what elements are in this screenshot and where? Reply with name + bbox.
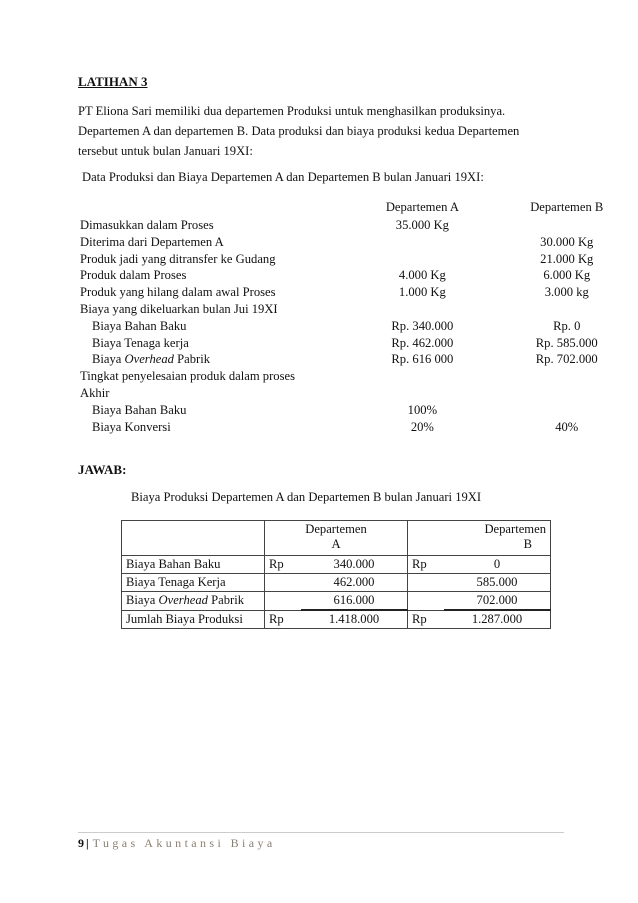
dept-a-value: 35.000 Kg xyxy=(395,218,449,232)
dept-b-value: Rp. 702.000 xyxy=(535,352,598,367)
dept-a-value xyxy=(349,301,495,318)
intro-line: Departemen A dan departemen B. Data produksi dan biaya produksi kedua Departemen xyxy=(78,124,520,138)
page-footer xyxy=(78,836,276,851)
currency-label xyxy=(408,592,445,611)
footer-separator: | xyxy=(86,836,89,850)
currency-label xyxy=(265,592,302,611)
table-row xyxy=(80,351,638,368)
dept-a-value xyxy=(349,234,495,251)
row-label: Biaya Tenaga kerja xyxy=(92,335,189,350)
row-label: Biaya Bahan Baku xyxy=(122,556,265,574)
table-row xyxy=(122,610,551,629)
row-label: Biaya yang dikeluarkan bulan Jui 19XI xyxy=(80,301,278,316)
page-number: 9 xyxy=(78,836,84,850)
dept-b-value: 585.000 xyxy=(444,574,551,592)
dept-a-value: 100% xyxy=(407,402,438,417)
intro-paragraph xyxy=(78,101,558,161)
dept-a-value xyxy=(349,251,495,268)
dept-b-value: 3.000 kg xyxy=(544,285,589,300)
dept-b-value xyxy=(496,217,638,234)
row-label: Diterima dari Departemen A xyxy=(80,234,224,249)
row-label: Akhir xyxy=(80,385,110,400)
dept-a-value: 20% xyxy=(410,419,434,434)
table-row xyxy=(122,592,551,611)
dept-a-value: 4.000 Kg xyxy=(398,268,446,283)
dept-b-value: 30.000 Kg xyxy=(540,234,594,249)
table-row xyxy=(80,385,638,402)
dept-a-value: Rp. 340.000 xyxy=(391,318,454,333)
row-label: Jumlah Biaya Produksi xyxy=(122,610,265,629)
dept-b-value: 21.000 Kg xyxy=(540,251,594,266)
dept-a-value: Rp. 462.000 xyxy=(391,335,454,350)
dept-a-value: 1.000 Kg xyxy=(398,285,446,300)
cost-caption: Biaya Produksi Departemen A dan Departemen B bulan Januari 19XI xyxy=(131,490,482,504)
table-header-row xyxy=(122,521,551,556)
answer-heading: JAWAB: xyxy=(78,462,127,477)
table-row xyxy=(122,556,551,574)
row-label: Biaya Bahan Baku xyxy=(92,318,187,333)
dept-b-value: 1.287.000 xyxy=(444,610,551,629)
data-caption: Data Produksi dan Biaya Departemen A dan Departemen B bulan Januari 19XI: xyxy=(82,170,484,184)
currency-label xyxy=(265,574,302,592)
dept-a-value: Rp. 616 000 xyxy=(391,352,454,367)
dept-b-value: 40% xyxy=(555,419,579,434)
row-label: Produk yang hilang dalam awal Proses xyxy=(80,285,276,300)
row-label: Biaya Tenaga Kerja xyxy=(122,574,265,592)
emphasis-text: Overhead xyxy=(124,352,174,367)
currency-label: Rp xyxy=(408,610,445,629)
exercise-heading: LATIHAN 3 xyxy=(78,74,148,89)
table-header-row xyxy=(80,199,638,217)
dept-a-value xyxy=(349,368,495,385)
emphasis-text: Overhead xyxy=(158,593,208,608)
row-label: Biaya Overhead Pabrik xyxy=(122,592,265,611)
currency-label: Rp xyxy=(265,610,302,629)
row-label: Biaya Overhead Pabrik xyxy=(92,352,210,367)
dept-b-value: 6.000 Kg xyxy=(543,268,591,283)
column-header-dept-a: Departemen A xyxy=(385,200,459,214)
table-row xyxy=(80,301,638,318)
row-label: Produk jadi yang ditransfer ke Gudang xyxy=(80,251,276,266)
column-header-dept-b: Departemen B xyxy=(530,200,604,214)
table-row xyxy=(80,217,638,234)
dept-b-value: 0 xyxy=(444,556,551,574)
row-label: Dimasukkan dalam Proses xyxy=(80,218,214,232)
dept-b-value: Rp. 585.000 xyxy=(535,335,598,350)
table-row xyxy=(80,368,638,385)
dept-a-value: 616.000 xyxy=(301,592,408,611)
row-label: Tingkat penyelesaian produk dalam proses xyxy=(80,369,295,384)
row-label: Biaya Konversi xyxy=(92,419,171,434)
dept-a-value: 462.000 xyxy=(301,574,408,592)
dept-a-value xyxy=(349,385,495,402)
table-row xyxy=(80,335,638,352)
column-header-dept-a: Departemen A xyxy=(265,521,408,556)
intro-line: tersebut untuk bulan Januari 19XI: xyxy=(78,144,253,158)
dept-b-value xyxy=(496,385,638,402)
currency-label: Rp xyxy=(408,556,445,574)
table-row xyxy=(80,284,638,301)
table-row xyxy=(80,318,638,335)
table-row xyxy=(80,402,638,419)
production-data-table xyxy=(80,199,638,435)
table-row xyxy=(80,234,638,251)
dept-b-value: Rp. 0 xyxy=(553,318,581,333)
dept-b-value: 702.000 xyxy=(444,592,551,611)
dept-b-value xyxy=(496,301,638,318)
intro-line: PT Eliona Sari memiliki dua departemen Produksi untuk menghasilkan produksinya. xyxy=(78,104,506,118)
row-label: Biaya Bahan Baku xyxy=(92,402,187,417)
table-row xyxy=(122,574,551,592)
row-label: Produk dalam Proses xyxy=(80,268,187,283)
footer-divider xyxy=(78,832,564,833)
dept-b-value xyxy=(496,368,638,385)
dept-a-value: 340.000 xyxy=(301,556,408,574)
production-cost-table xyxy=(121,520,551,629)
table-row xyxy=(80,251,638,268)
table-row xyxy=(80,419,638,436)
dept-b-value xyxy=(496,402,638,419)
footer-title: Tugas Akuntansi Biaya xyxy=(92,836,276,850)
table-row xyxy=(80,267,638,284)
dept-a-value: 1.418.000 xyxy=(301,610,408,629)
currency-label: Rp xyxy=(265,556,302,574)
currency-label xyxy=(408,574,445,592)
column-header-dept-b: Departemen B xyxy=(408,521,551,556)
